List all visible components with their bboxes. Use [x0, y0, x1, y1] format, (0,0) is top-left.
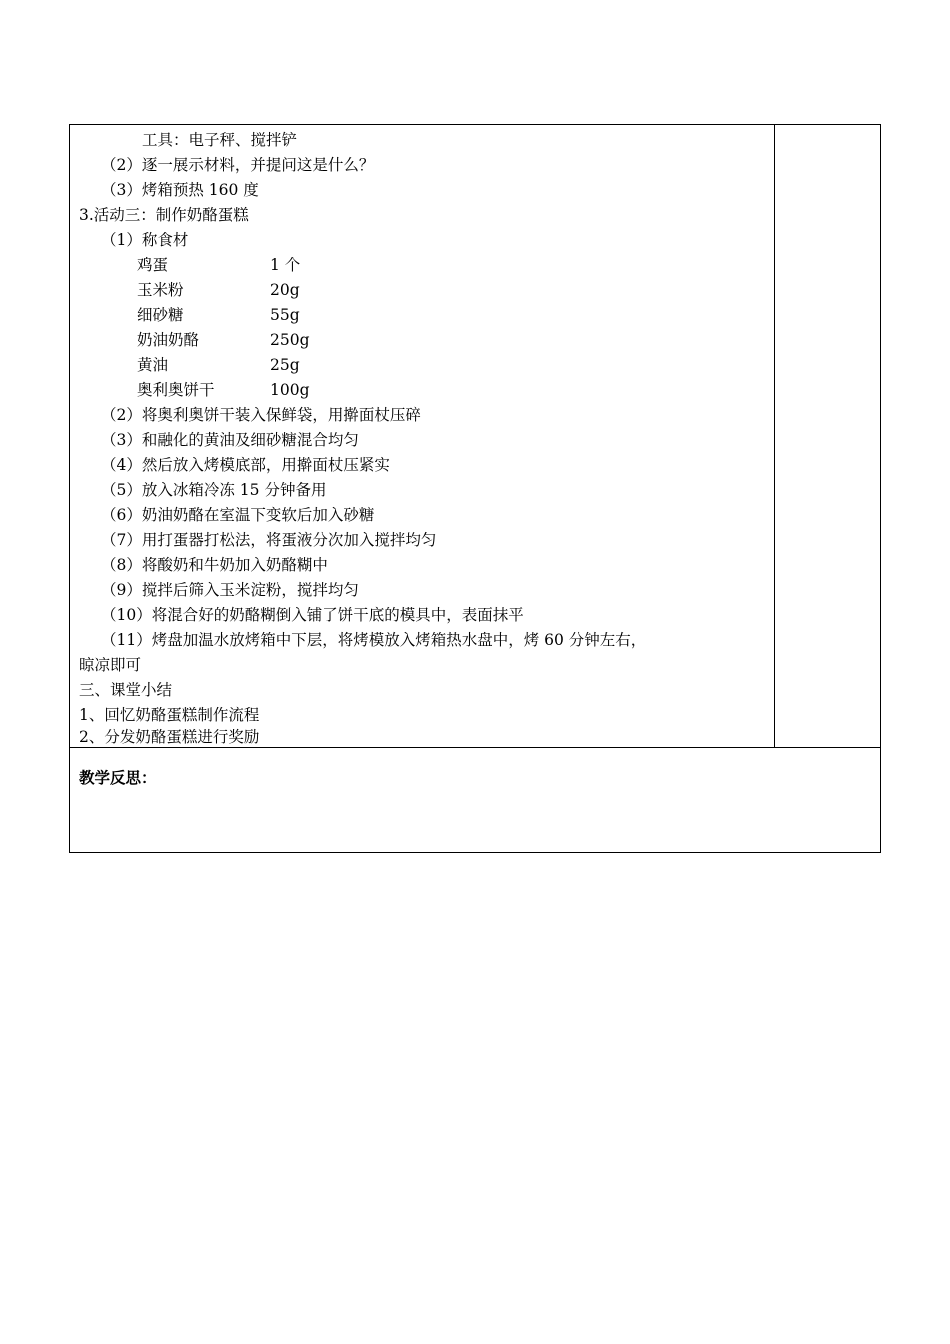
step-line: （11）烤盘加温水放烤箱中下层，将烤模放入烤箱热水盘中，烤 60 分钟左右，	[101, 631, 647, 649]
step-line: （3）和融化的黄油及细砂糖混合均匀	[101, 431, 359, 449]
lesson-content-cell	[70, 125, 775, 747]
summary-item: 2、分发奶酪蛋糕进行奖励	[79, 728, 260, 746]
reflection-label: 教学反思：	[79, 769, 157, 787]
tools-line: 工具：电子秤、搅拌铲	[142, 131, 298, 149]
step-line: （9）搅拌后筛入玉米淀粉，搅拌均匀	[101, 581, 359, 599]
step-line: （2）将奥利奥饼干装入保鲜袋，用擀面杖压碎	[101, 406, 421, 424]
step-line: （8）将酸奶和牛奶加入奶酪糊中	[101, 556, 328, 574]
step-line: （5）放入冰箱冷冻 15 分钟备用	[101, 481, 327, 499]
step-line: （6）奶油奶酪在室温下变软后加入砂糖	[101, 506, 375, 524]
ingredient-name: 鸡蛋	[137, 256, 169, 274]
step-line: （4）然后放入烤模底部，用擀面杖压紧实	[101, 456, 390, 474]
lesson-plan-table	[69, 124, 881, 853]
step-line: （7）用打蛋器打松法，将蛋液分次加入搅拌均匀	[101, 531, 437, 549]
reflection-cell	[70, 748, 880, 853]
summary-item: 1、回忆奶酪蛋糕制作流程	[79, 706, 260, 724]
notes-cell	[775, 125, 880, 747]
ingredient-amount: 25g	[270, 356, 300, 374]
activity-heading: 3.活动三：制作奶酪蛋糕	[79, 206, 249, 224]
summary-heading: 三、课堂小结	[79, 681, 173, 699]
step-line: （10）将混合好的奶酪糊倒入铺了饼干底的模具中，表面抹平	[101, 606, 524, 624]
ingredient-name: 奶油奶酪	[137, 331, 200, 349]
ingredient-name: 黄油	[137, 356, 169, 374]
step-line: （1）称食材	[101, 231, 189, 249]
step-line-continuation: 晾凉即可	[79, 656, 142, 674]
ingredient-amount: 100g	[270, 381, 310, 399]
ingredient-name: 玉米粉	[137, 281, 184, 299]
ingredient-amount: 250g	[270, 331, 310, 349]
ingredient-name: 细砂糖	[137, 306, 184, 324]
step-line: （2）逐一展示材料，并提问这是什么？	[101, 156, 375, 174]
ingredient-amount: 55g	[270, 306, 300, 324]
step-line: （3）烤箱预热 160 度	[101, 181, 259, 199]
ingredient-amount: 1 个	[270, 256, 301, 274]
ingredient-name: 奥利奥饼干	[137, 381, 215, 399]
ingredient-amount: 20g	[270, 281, 300, 299]
